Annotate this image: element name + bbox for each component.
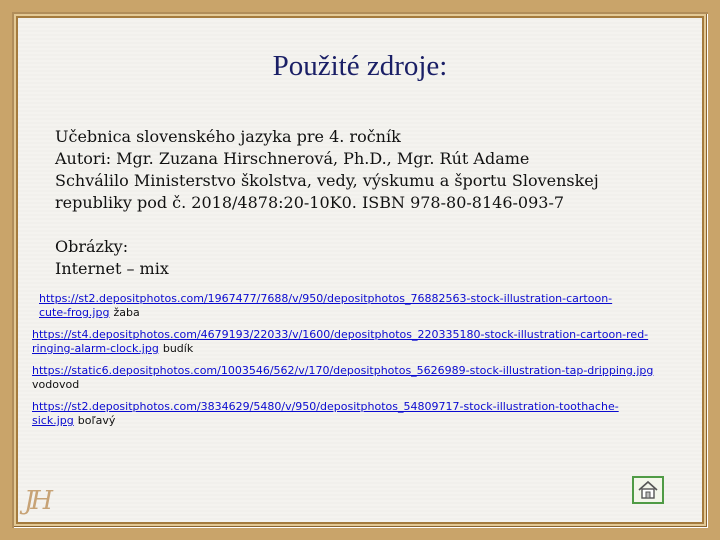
reference-link[interactable]: https://st2.depositphotos.com/3834629/5480/v/950/depositphotos_54809717-stock-illustration-toothache- (32, 400, 619, 413)
reference-item (32, 400, 692, 428)
reference-description: žaba (113, 306, 140, 319)
reference-item (32, 328, 692, 356)
reference-link[interactable]: https://st2.depositphotos.com/1967477/7688/v/950/depositphotos_76882563-stock-illustration-cartoon- (39, 292, 613, 305)
reference-link[interactable]: sick.jpg (32, 414, 74, 427)
reference-item (32, 364, 692, 392)
home-button[interactable] (632, 476, 664, 504)
images-subheading: Internet – mix (55, 259, 169, 278)
reference-link[interactable]: https://static6.depositphotos.com/1003546/562/v/170/depositphotos_5626989-stock-illustration-tap-dripping.jpg (32, 364, 654, 377)
source-block (55, 126, 695, 280)
source-line: Schválilo Ministerstvo školstva, vedy, výskumu a športu Slovenskej (55, 171, 599, 190)
slide-title: Použité zdroje: (272, 50, 448, 82)
source-line: republiky pod č. 2018/4878:20-10K0. ISBN 978-80-8146-093-7 (55, 193, 565, 212)
images-heading: Obrázky: (55, 237, 129, 256)
home-icon (637, 480, 659, 500)
reference-link[interactable]: ringing-alarm-clock.jpg (32, 342, 159, 355)
reference-item (39, 292, 692, 320)
reference-description: boľavý (77, 414, 116, 427)
reference-link[interactable]: cute-frog.jpg (39, 306, 110, 319)
reference-list (32, 292, 692, 436)
reference-description: budík (162, 342, 194, 355)
source-line: Učebnica slovenského jazyka pre 4. ročník (55, 127, 401, 146)
reference-link[interactable]: https://st4.depositphotos.com/4679193/22033/v/1600/depositphotos_220335180-stock-illustration-cartoon-red- (32, 328, 649, 341)
reference-description: vodovod (32, 378, 80, 391)
author-logo: JH (24, 486, 50, 516)
source-line: Autori: Mgr. Zuzana Hirschnerová, Ph.D., Mgr. Rút Adame (55, 149, 530, 168)
